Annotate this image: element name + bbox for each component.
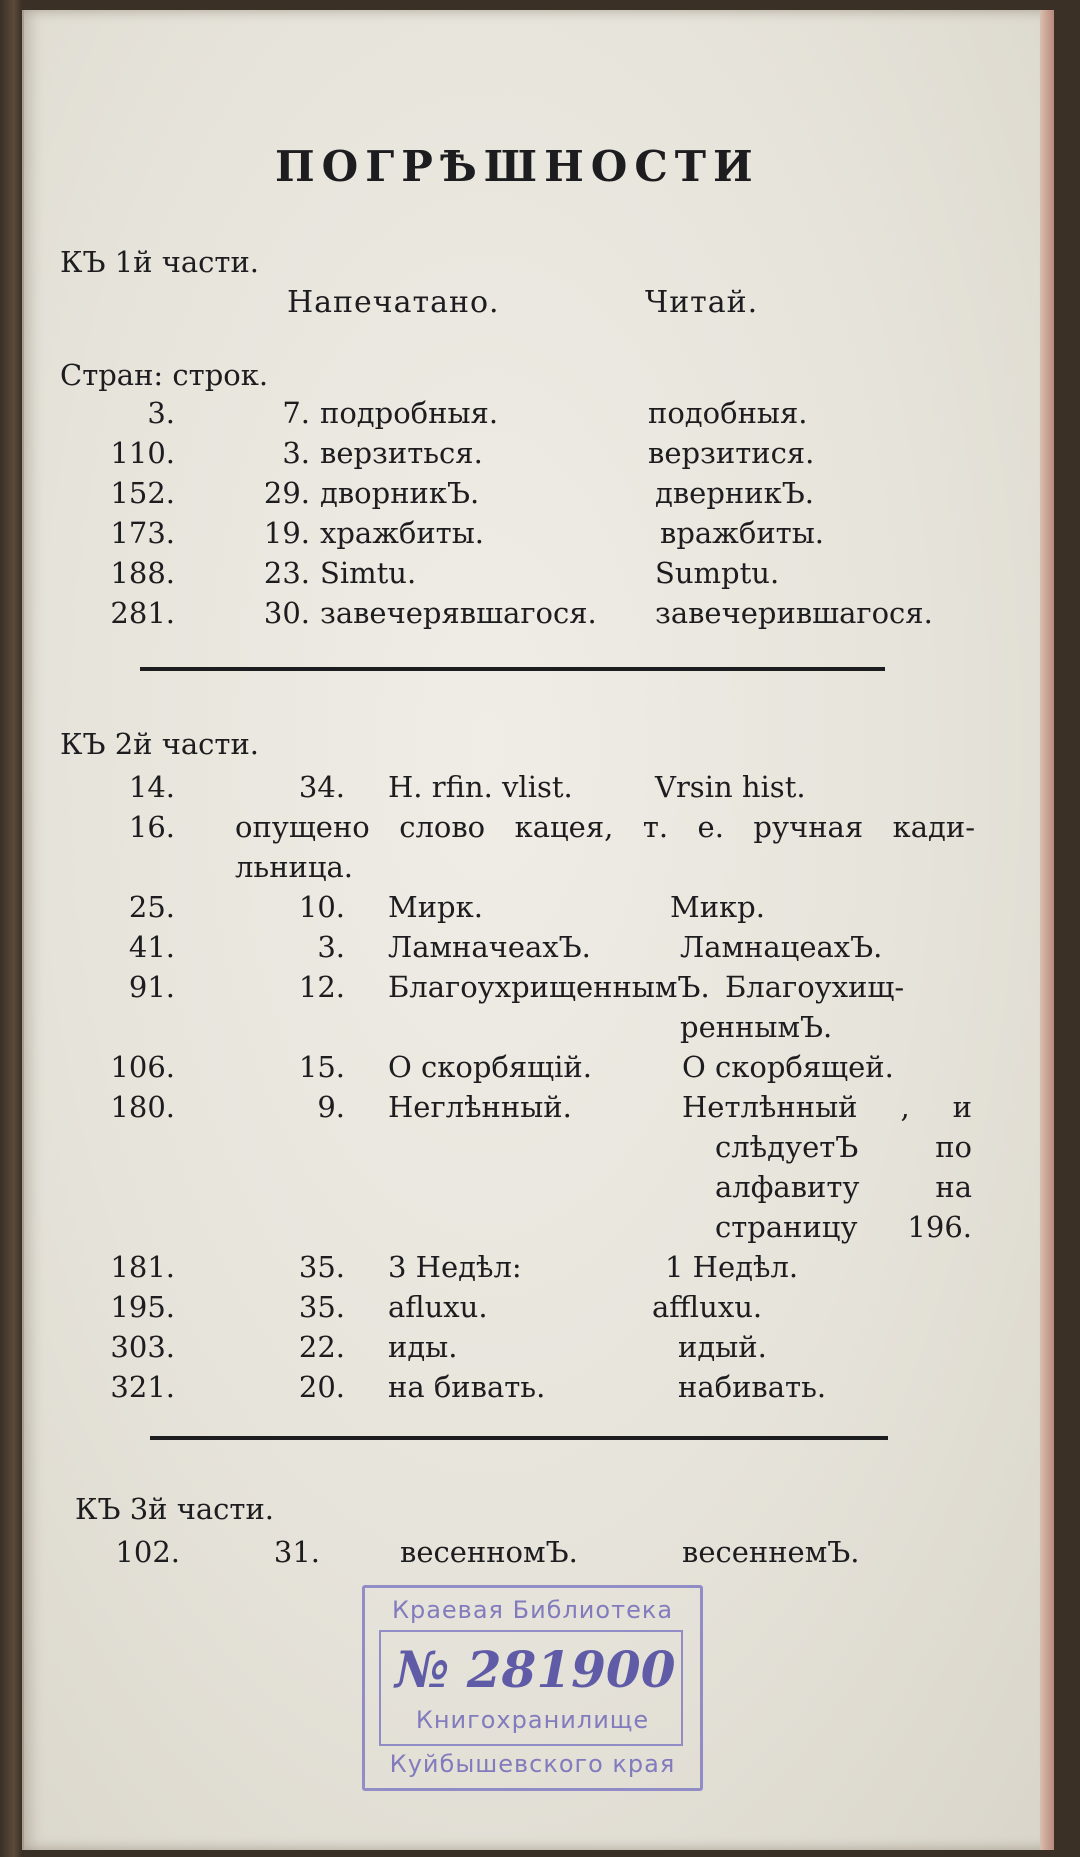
correct-text-cont: реннымЪ. bbox=[680, 1010, 833, 1044]
correct-text: идый. bbox=[678, 1330, 767, 1364]
printed-text: верзиться. bbox=[320, 436, 483, 470]
printed-text: подробныя. bbox=[320, 396, 499, 430]
line-number: 10. bbox=[298, 890, 345, 924]
line-number: 19. bbox=[263, 516, 310, 550]
divider-rule bbox=[150, 1436, 888, 1440]
page-number: 195. bbox=[110, 1290, 175, 1324]
correct-text: О скорбящей. bbox=[682, 1050, 894, 1084]
printed-text: H. rfin. vlist. bbox=[388, 770, 573, 804]
part1-heading: КЪ 1й части. bbox=[60, 245, 259, 279]
page-number: 14. bbox=[128, 770, 175, 804]
correct-text: набивать. bbox=[678, 1370, 827, 1404]
page-number: 281. bbox=[110, 596, 175, 630]
correct-text-cont: алфавиту на bbox=[715, 1170, 972, 1204]
printed-text: О скорбящій. bbox=[388, 1050, 592, 1084]
col-printed-header: Напечатано. bbox=[287, 285, 500, 320]
page-number: 303. bbox=[110, 1330, 175, 1364]
printed-text: ЛамначеахЪ. bbox=[388, 930, 591, 964]
correct-text-cont: страницу 196. bbox=[715, 1210, 972, 1244]
page-number: 3. bbox=[147, 396, 175, 430]
line-number: 22. bbox=[298, 1330, 345, 1364]
printed-text: весенномЪ. bbox=[400, 1535, 578, 1569]
line-number: 31. bbox=[273, 1535, 320, 1569]
printed-text: Simtu. bbox=[320, 556, 417, 590]
page-number: 173. bbox=[110, 516, 175, 550]
printed-text: Неглѣнный. bbox=[388, 1090, 572, 1124]
page-number: 180. bbox=[110, 1090, 175, 1124]
correct-text-cont: слѣдуетЪ по bbox=[715, 1130, 972, 1164]
col-read-header: Читай. bbox=[645, 285, 759, 320]
page-number: 102. bbox=[115, 1535, 180, 1569]
line-number: 12. bbox=[298, 970, 345, 1004]
library-stamp bbox=[362, 1585, 703, 1791]
correct-text: ЛамнацеахЪ. bbox=[680, 930, 883, 964]
correct-text: дверникЪ. bbox=[655, 476, 814, 510]
line-number: 23. bbox=[263, 556, 310, 590]
page-edge bbox=[1040, 10, 1054, 1850]
line-number: 34. bbox=[298, 770, 345, 804]
correct-text: Микр. bbox=[670, 890, 765, 924]
correct-text: подобныя. bbox=[648, 396, 808, 430]
line-number: 35. bbox=[298, 1290, 345, 1324]
line-number: 7. bbox=[282, 396, 310, 430]
page-number: 110. bbox=[110, 436, 175, 470]
part2-heading: КЪ 2й части. bbox=[60, 727, 259, 761]
page-number: 152. bbox=[110, 476, 175, 510]
correct-text: 1 Недѣл. bbox=[665, 1250, 799, 1284]
stamp-region: Куйбышевского края bbox=[389, 1750, 676, 1778]
part3-heading: КЪ 3й части. bbox=[75, 1492, 274, 1526]
page-number: 188. bbox=[110, 556, 175, 590]
line-number: 20. bbox=[298, 1370, 345, 1404]
page-number: 91. bbox=[128, 970, 175, 1004]
page-line-subheader: Стран: строк. bbox=[60, 358, 269, 392]
line-number: 29. bbox=[263, 476, 310, 510]
printed-text: БлагоухрищеннымЪ. bbox=[388, 970, 710, 1004]
correct-text: завечерившагося. bbox=[655, 596, 933, 630]
printed-text: завечерявшагося. bbox=[320, 596, 597, 630]
line-number: 9. bbox=[317, 1090, 345, 1124]
printed-text: хражбиты. bbox=[320, 516, 485, 550]
line-number: 15. bbox=[298, 1050, 345, 1084]
correct-text: Vrsin hist. bbox=[655, 770, 806, 804]
omission-note: опущено слово кацея, т. е. ручная кади- bbox=[235, 810, 975, 844]
divider-rule bbox=[140, 667, 885, 671]
page-title: ПОГРѢШНОСТИ bbox=[275, 142, 760, 191]
printed-text: иды. bbox=[388, 1330, 458, 1364]
correct-text: весеннемЪ. bbox=[682, 1535, 860, 1569]
page-number: 25. bbox=[128, 890, 175, 924]
printed-text: дворникЪ. bbox=[320, 476, 480, 510]
omission-note-cont: льница. bbox=[235, 850, 354, 884]
page-number: 181. bbox=[110, 1250, 175, 1284]
stamp-inventory-number: № 281900 bbox=[395, 1640, 676, 1699]
printed-text: afluxu. bbox=[388, 1290, 488, 1324]
correct-text: Нетлѣнный , и bbox=[682, 1090, 972, 1124]
correct-text: Sumptu. bbox=[655, 556, 780, 590]
line-number: 35. bbox=[298, 1250, 345, 1284]
line-number: 3. bbox=[282, 436, 310, 470]
page-number: 321. bbox=[110, 1370, 175, 1404]
line-number: 3. bbox=[317, 930, 345, 964]
correct-text: верзитися. bbox=[648, 436, 815, 470]
page-number: 41. bbox=[128, 930, 175, 964]
correct-text: affluxu. bbox=[652, 1290, 763, 1324]
printed-text: 3 Недѣл: bbox=[388, 1250, 522, 1284]
correct-text: вражбиты. bbox=[660, 516, 824, 550]
stamp-depository: Книгохранилище bbox=[415, 1706, 650, 1734]
correct-text: Благоухищ- bbox=[725, 970, 905, 1004]
page-number: 106. bbox=[110, 1050, 175, 1084]
stamp-library-name: Краевая Библиотека bbox=[391, 1596, 674, 1624]
page-number: 16. bbox=[128, 810, 175, 844]
line-number: 30. bbox=[263, 596, 310, 630]
printed-text: на бивать. bbox=[388, 1370, 546, 1404]
printed-text: Мирк. bbox=[388, 890, 483, 924]
